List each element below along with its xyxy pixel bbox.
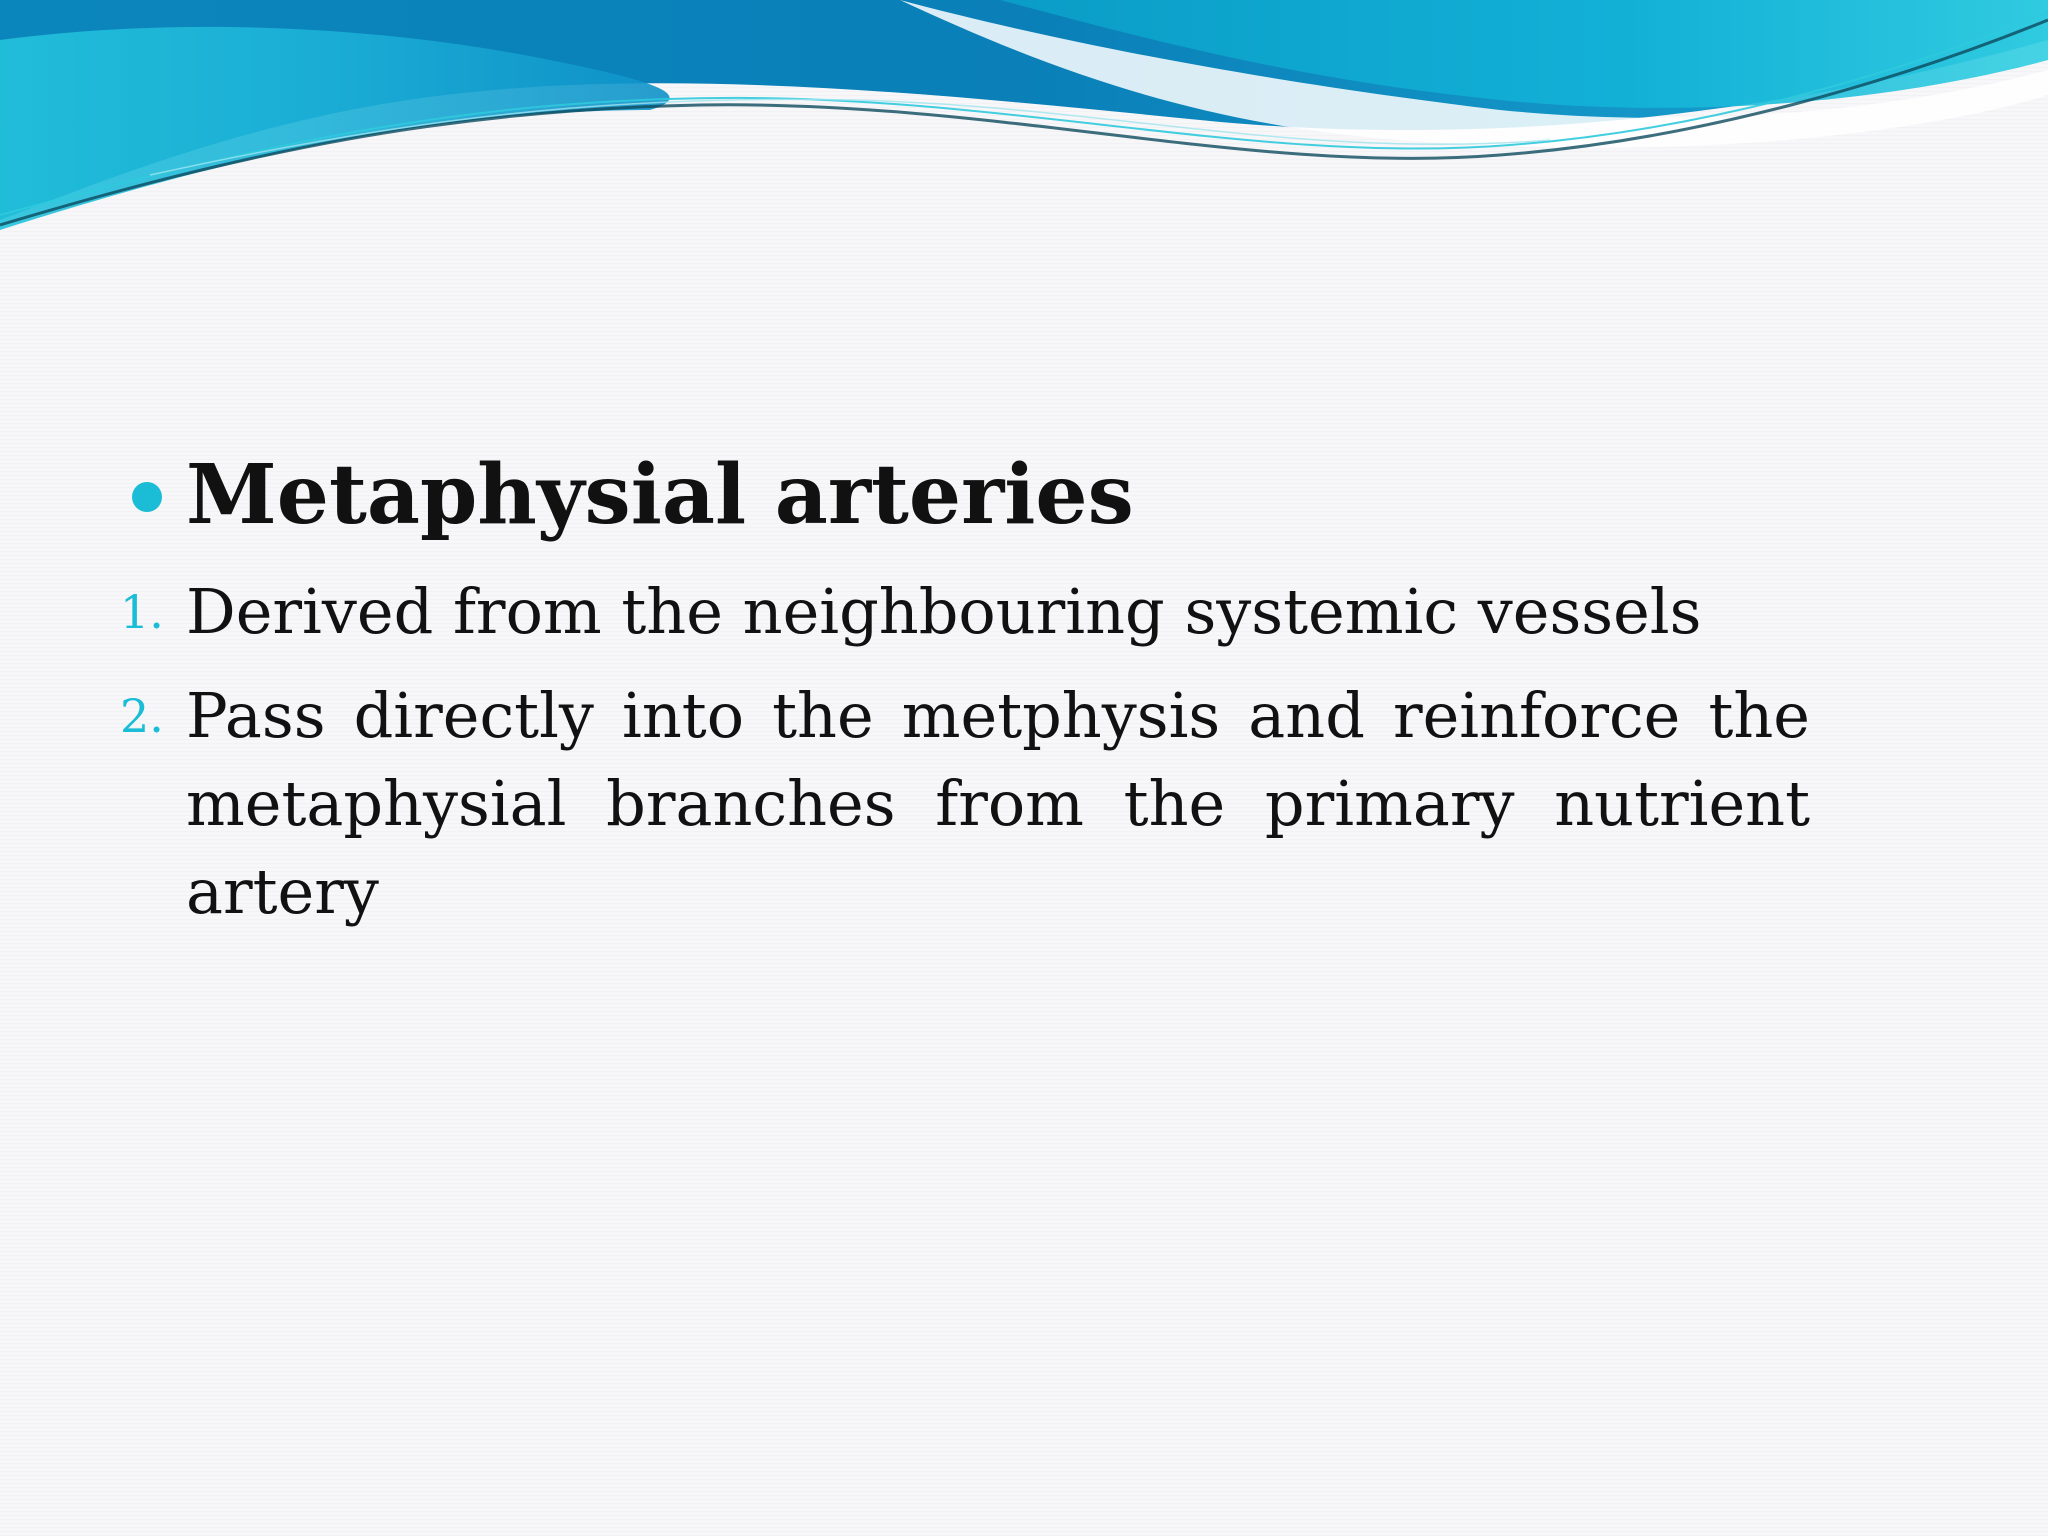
list-item-number: 1. xyxy=(120,585,164,639)
slide-content xyxy=(120,440,1810,936)
list-item-text: Pass directly into the metphysis and reinforce the metaphysial branches from the primary nutrient artery xyxy=(186,679,1810,928)
list-item-number: 2. xyxy=(120,689,164,743)
header-wave-decoration xyxy=(0,0,2048,260)
bullet-dot-icon xyxy=(132,482,162,512)
slide-heading: Metaphysial arteries xyxy=(186,447,1134,543)
list-item xyxy=(120,568,1810,656)
heading-row xyxy=(120,440,1810,550)
list-item xyxy=(120,672,1810,936)
numbered-list xyxy=(120,568,1810,936)
list-item-text: Derived from the neighbouring systemic vessels xyxy=(186,575,1702,648)
